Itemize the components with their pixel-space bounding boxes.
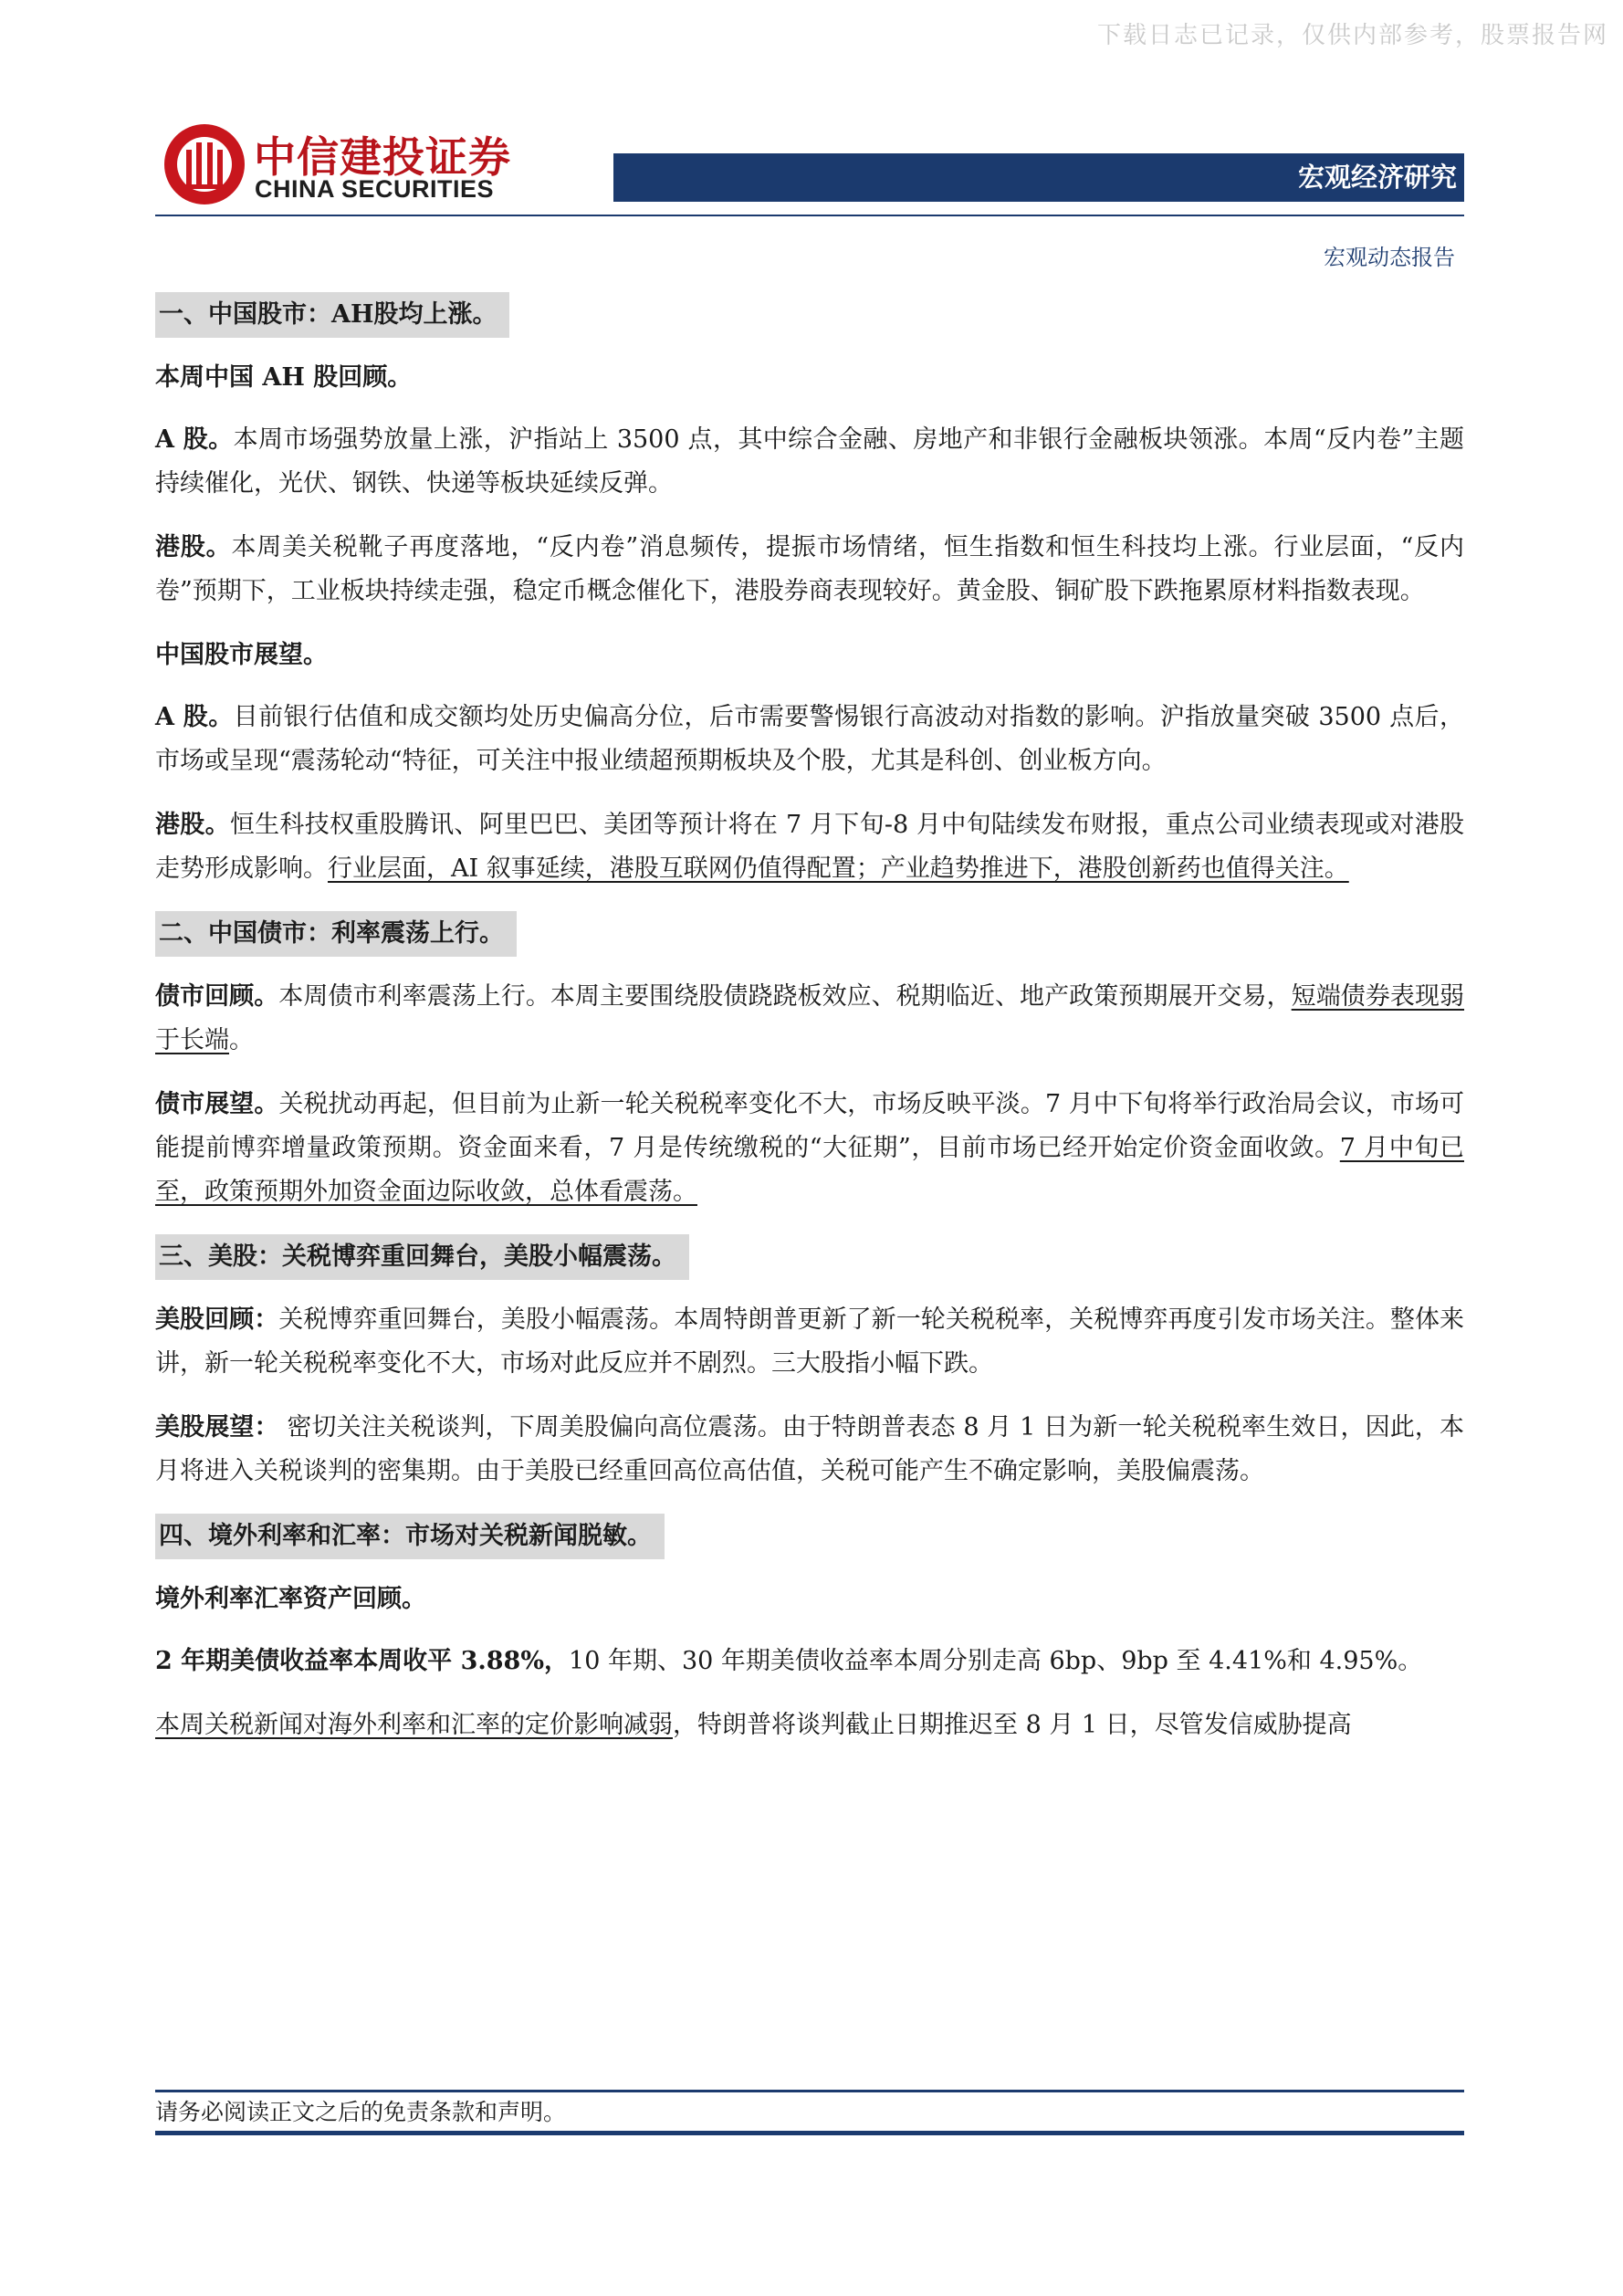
paragraph-text: 10 年期、30 年期美债收益率本周分别走高 6bp、9bp 至 4.41%和 4.95%。 bbox=[569, 1647, 1423, 1675]
paragraph-lead: 港股。 bbox=[155, 533, 232, 561]
paragraph-text: 密切关注关税谈判，下周美股偏向高位震荡。由于特朗普表态 8 月 1 日为新一轮关税税率生效日，因此，本月将进入关税谈判的密集期。由于美股已经重回高位高估值，关税可能产生不确定影响，美股偏震荡。 bbox=[155, 1413, 1464, 1485]
paragraph-a-share-review bbox=[155, 418, 1464, 506]
header-divider bbox=[155, 215, 1464, 216]
report-body bbox=[155, 292, 1464, 1767]
paragraph-lead: 债市回顾。 bbox=[155, 982, 279, 1011]
paragraph-lead: 美股回顾： bbox=[155, 1305, 279, 1334]
logo-english-name: CHINA SECURITIES bbox=[255, 175, 495, 203]
paragraph-text: 恒生科技权重股腾讯、阿里巴巴、美团等预计将在 7 月下旬-8 月中旬陆续发布财报，重点公司业绩表现或对港股走势形成影响。 bbox=[155, 811, 1464, 883]
paragraph-bond-review bbox=[155, 975, 1464, 1063]
paragraph-lead: 美股展望： bbox=[155, 1413, 279, 1442]
underlined-highlight: 行业层面，AI 叙事延续，港股互联网仍值得配置；产业趋势推进下，港股创新药也值得关注。 bbox=[328, 854, 1349, 883]
paragraph-text: 本周债市利率震荡上行。本周主要围绕股债跷跷板效应、税期临近、地产政策预期展开交易， bbox=[278, 982, 1292, 1011]
footer-disclaimer: 请务必阅读正文之后的免责条款和声明。 bbox=[155, 2099, 567, 2125]
subheading-cn-outlook: 中国股市展望。 bbox=[155, 641, 328, 669]
paragraph-lead: A 股。 bbox=[155, 425, 234, 454]
paragraph-text: 本周市场强势放量上涨，沪指站上 3500 点，其中综合金融、房地产和非银行金融板块领涨。本周“反内卷”主题持续催化，光伏、钢铁、快递等板块延续反弹。 bbox=[155, 425, 1464, 498]
section-title-overseas-rates: 四、境外利率和汇率：市场对关税新闻脱敏。 bbox=[155, 1514, 665, 1559]
subheading-ah-review: 本周中国 AH 股回顾。 bbox=[155, 363, 413, 392]
underlined-highlight: 本周关税新闻对海外利率和汇率的定价影响减弱 bbox=[155, 1711, 673, 1739]
underlined-highlight: 短端债券表现弱于长端 bbox=[155, 982, 1465, 1054]
paragraph-text-end: 。 bbox=[229, 1026, 254, 1054]
underlined-highlight: 7 月中旬已至，政策预期外加资金面边际收敛，总体看震荡。 bbox=[155, 1134, 1464, 1206]
logo-chinese-name: 中信建投证券 bbox=[254, 132, 511, 182]
company-logo bbox=[162, 117, 509, 208]
section-title-us-stocks: 三、美股：关税博弈重回舞台，美股小幅震荡。 bbox=[155, 1234, 689, 1280]
report-type-label: 宏观动态报告 bbox=[1324, 245, 1455, 270]
paragraph-us-outlook bbox=[155, 1406, 1464, 1494]
footer-divider-top bbox=[155, 2090, 1464, 2092]
paragraph-lead: 2 年期美债收益率本周收平 3.88%， bbox=[155, 1647, 570, 1675]
paragraph-text: 目前银行估值和成交额均处历史偏高分位，后市需要警惕银行高波动对指数的影响。沪指放量突破 3500 点后，市场或呈现“震荡轮动“特征，可关注中报业绩超预期板块及个股，尤其是科创、创业板方向。 bbox=[155, 703, 1464, 775]
section-title-cn-bonds: 二、中国债市：利率震荡上行。 bbox=[155, 911, 517, 957]
subheading-overseas-review: 境外利率汇率资产回顾。 bbox=[155, 1585, 426, 1613]
paragraph-lead: A 股。 bbox=[155, 703, 234, 731]
paragraph-treasury-yields bbox=[155, 1640, 1464, 1683]
paragraph-lead: 债市展望。 bbox=[155, 1090, 279, 1118]
paragraph-text: ，特朗普将谈判截止日期推迟至 8 月 1 日，尽管发信威胁提高 bbox=[673, 1711, 1352, 1739]
paragraph-lead: 港股。 bbox=[155, 811, 230, 839]
footer-divider-bottom bbox=[155, 2131, 1464, 2135]
section-title-cn-stocks: 一、中国股市：AH股均上涨。 bbox=[155, 292, 509, 338]
paragraph-a-share-outlook bbox=[155, 696, 1464, 783]
china-securities-logo-icon bbox=[162, 122, 246, 206]
paragraph-text: 本周美关税靴子再度落地，“反内卷”消息频传，提振市场情绪，恒生指数和恒生科技均上涨。行业层面，“反内卷”预期下，工业板块持续走强，稳定币概念催化下，港股券商表现较好。黄金股、铜矿股下跌拖累原材料指数表现。 bbox=[155, 533, 1464, 605]
paragraph-hk-review bbox=[155, 526, 1464, 613]
watermark-text: 下载日志已记录，仅供内部参考，股票报告网 bbox=[1096, 22, 1608, 49]
paragraph-hk-outlook bbox=[155, 803, 1464, 891]
paragraph-us-review bbox=[155, 1298, 1464, 1386]
paragraph-bond-outlook bbox=[155, 1083, 1464, 1214]
paragraph-text: 关税博弈重回舞台，美股小幅震荡。本周特朗普更新了新一轮关税税率，关税博弈再度引发市场关注。整体来讲，新一轮关税税率变化不大，市场对此反应并不剧烈。三大股指小幅下跌。 bbox=[155, 1305, 1465, 1378]
paragraph-text: 关税扰动再起，但目前为止新一轮关税税率变化不大，市场反映平淡。7 月中下旬将举行政治局会议，市场可能提前博弈增量政策预期。资金面来看，7 月是传统缴税的“大征期”，目前市场已经开始定价资金面收敛。 bbox=[155, 1090, 1465, 1162]
header-section-bar: 宏观经济研究 bbox=[613, 153, 1464, 202]
paragraph-tariff-news bbox=[155, 1704, 1464, 1747]
